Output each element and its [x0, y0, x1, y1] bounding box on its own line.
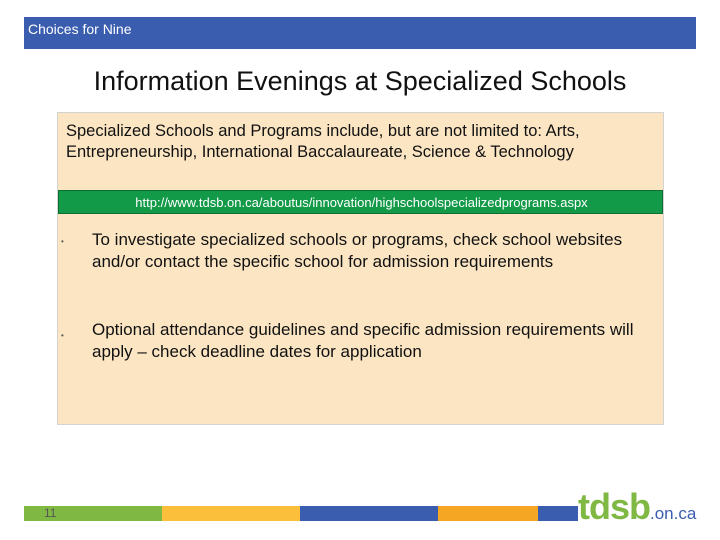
logo-suffix: .on.ca — [650, 504, 697, 523]
tdsb-logo — [578, 486, 696, 528]
footer-strip-blue — [300, 506, 438, 521]
slide-title: Information Evenings at Specialized Schools — [93, 66, 627, 96]
url-link[interactable]: http://www.tdsb.on.ca/aboutus/innovation/highschoolspecializedprograms.aspx — [135, 195, 588, 210]
page-number: 11 — [44, 506, 57, 520]
bullet-item: To investigate specialized schools or programs, check school websites and/or contact the specific school for admission requirements — [92, 230, 623, 271]
bullet-icon: • — [61, 237, 64, 246]
content-box — [57, 112, 664, 425]
footer-strip-blue-end — [538, 506, 578, 521]
bullet-item: Optional attendance guidelines and specific admission requirements will apply – check deadline dates for application — [92, 320, 634, 361]
bullet-icon: • — [61, 331, 64, 340]
header-bar — [24, 17, 696, 49]
logo-main: tdsb — [578, 486, 650, 527]
intro-text: Specialized Schools and Programs include, but are not limited to: Arts, Entrepreneurship, International Baccalaureate, Science & Technology — [66, 122, 580, 161]
footer-strip-yellow — [162, 506, 300, 521]
url-bar[interactable] — [58, 190, 663, 214]
footer-strip-orange — [438, 506, 538, 521]
header-title: Choices for Nine — [28, 21, 132, 37]
